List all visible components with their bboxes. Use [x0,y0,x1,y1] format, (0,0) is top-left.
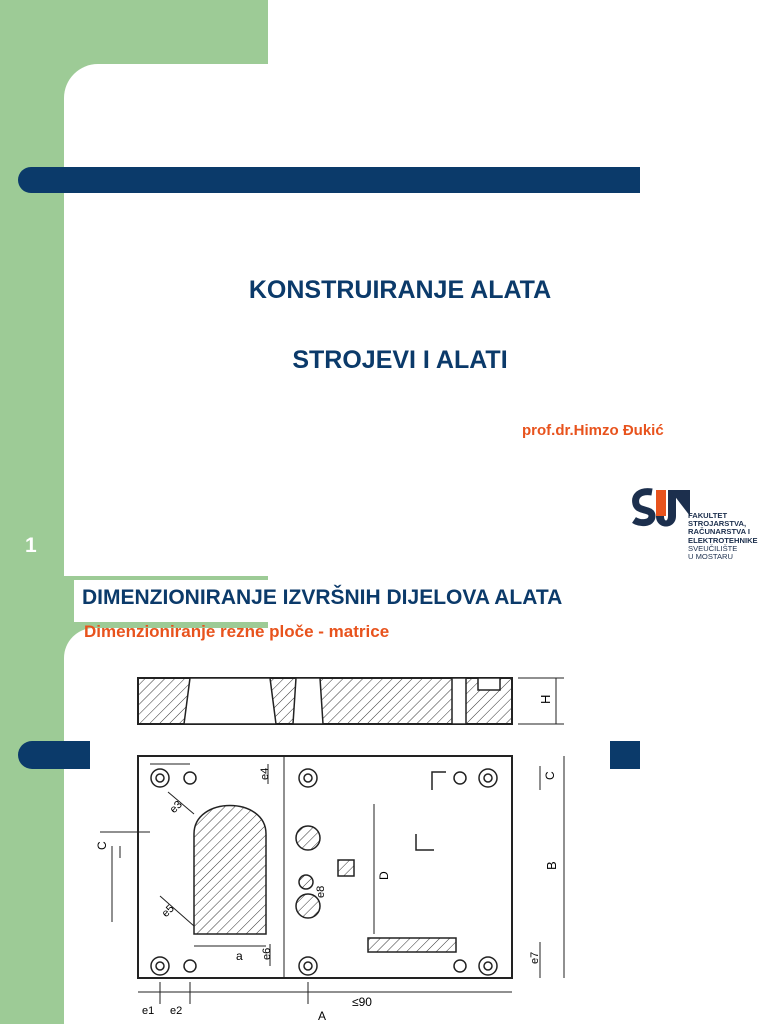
section-view [138,678,564,724]
die-plate-drawing [90,664,610,1024]
logo-text [688,512,758,561]
logo-line-4: ELEKTROTEHNIKE [688,535,758,545]
dim-label-e5: e5 [159,902,177,920]
dim-label-c-left: C [95,841,109,850]
slide-title [82,586,562,610]
dim-label-e7: e7 [529,951,541,964]
dim-label-h: H [538,694,553,704]
dim-label-e1: e1 [142,1005,155,1017]
slide-title-bold: DIMENZIONIR [82,586,221,609]
dim-label-b: B [544,861,559,870]
dim-label-e3: e3 [167,798,185,816]
page-number: 1 [25,534,37,557]
author-name: prof.dr.Himzo Đukić [522,422,664,439]
logo-line-2: STROJARSTVA, [688,519,747,529]
technical-drawing [90,664,610,1024]
navy-divider-bar [18,167,640,193]
dim-label-a: a [236,949,243,963]
dim-label-a-upper: A [318,1009,327,1023]
faculty-logo [630,482,768,576]
content-slide [0,576,768,1024]
slide-title-rest: ANJE IZVRŠNIH DIJELOVA ALATA [220,586,563,609]
title-line-2: STROJEVI I ALATI [292,346,508,374]
dim-label-c-right: C [543,771,557,780]
dim-label-e6: e6 [261,947,273,960]
dim-label-e8: e8 [315,885,327,898]
plan-view [100,756,564,1004]
dim-label-90: ≤90 [352,995,372,1009]
sum-logo-icon [630,486,690,536]
dim-label-d: D [377,871,391,880]
title-line-1: KONSTRUIRANJE ALATA [248,276,552,304]
logo-line-5: SVEUČILIŠTE [688,543,738,553]
dim-label-e4: e4 [259,767,271,780]
logo-line-1: FAKULTET [688,511,728,520]
logo-line-3: RAČUNARSTVA I [688,527,751,537]
dim-label-e2: e2 [170,1005,183,1017]
logo-line-6: U MOSTARU [688,552,733,562]
slide-subtitle: Dimenzioniranje rezne ploče - matrice [84,622,390,641]
